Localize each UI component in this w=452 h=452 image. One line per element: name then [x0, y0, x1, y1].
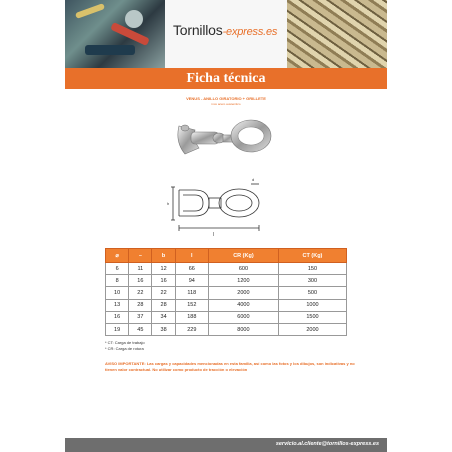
table-row — [106, 287, 347, 299]
warning-text: AVISO IMPORTANTE: Las cargas y capacidades mencionadas en esta familia, así como las fotos y los dibujos, son indicativas y no tienen valor contractual. No utilizar como producto de tracción o elevación — [105, 361, 355, 372]
table-cell: 16 — [106, 311, 129, 323]
table-cell: 6 — [106, 263, 129, 275]
table-cell: 38 — [152, 323, 175, 335]
col-header: ⌀ — [106, 249, 129, 263]
brand-logo — [165, 0, 287, 68]
table-cell: 16 — [152, 275, 175, 287]
note-ct: * CT: Carga de trabajo — [105, 340, 145, 345]
table-row — [106, 323, 347, 335]
product-photo — [169, 108, 283, 170]
table-cell: 2000 — [278, 323, 346, 335]
table-cell: 22 — [129, 287, 152, 299]
table-cell: 500 — [278, 287, 346, 299]
table-cell: 300 — [278, 275, 346, 287]
table-cell: 28 — [129, 299, 152, 311]
table-cell: 16 — [129, 275, 152, 287]
notes — [105, 340, 145, 352]
table-cell: 2000 — [208, 287, 278, 299]
note-cr: * CR: Carga de rotura — [105, 346, 144, 351]
table-cell: 8 — [106, 275, 129, 287]
table-cell: 152 — [175, 299, 208, 311]
brand-name: Tornillos — [173, 22, 223, 38]
table-cell: 22 — [152, 287, 175, 299]
sheet-title: Ficha técnica — [65, 68, 387, 89]
table-cell: 13 — [106, 299, 129, 311]
footer-bar — [65, 438, 387, 452]
table-cell: 28 — [152, 299, 175, 311]
technical-drawing — [165, 170, 287, 238]
table-row — [106, 275, 347, 287]
footer-email: servicio.al.cliente@tornillos-express.es — [275, 441, 379, 447]
product-subtitle: inox acero austenitico — [211, 102, 241, 106]
table-row — [106, 299, 347, 311]
spec-sheet — [65, 0, 387, 452]
screws-photo — [287, 0, 387, 68]
table-cell: 4000 — [208, 299, 278, 311]
table-cell: 10 — [106, 287, 129, 299]
table-cell: 118 — [175, 287, 208, 299]
table-cell: 34 — [152, 311, 175, 323]
table-cell: 6000 — [208, 311, 278, 323]
table-cell: 600 — [208, 263, 278, 275]
col-header: b — [152, 249, 175, 263]
table-cell: 1500 — [278, 311, 346, 323]
table-row — [106, 263, 347, 275]
header-banner — [65, 0, 387, 68]
product-title: VENUS - ANILLO GIRATORIO + GRILLETE — [186, 96, 266, 101]
table-cell: 1000 — [278, 299, 346, 311]
table-cell: 229 — [175, 323, 208, 335]
col-header: CT (Kg) — [278, 249, 346, 263]
table-cell: 19 — [106, 323, 129, 335]
table-cell: 94 — [175, 275, 208, 287]
table-cell: 37 — [129, 311, 152, 323]
col-header: l — [175, 249, 208, 263]
table-cell: 45 — [129, 323, 152, 335]
dimension-d: d — [252, 177, 255, 182]
table-cell: 11 — [129, 263, 152, 275]
workshop-photo — [65, 0, 165, 68]
col-header: – — [129, 249, 152, 263]
table-cell: 188 — [175, 311, 208, 323]
spec-table — [105, 248, 347, 336]
table-cell: 12 — [152, 263, 175, 275]
table-cell: 150 — [278, 263, 346, 275]
dimension-h: h — [167, 201, 170, 206]
table-header-row — [106, 249, 347, 263]
table-cell: 66 — [175, 263, 208, 275]
table-cell: 8000 — [208, 323, 278, 335]
table-cell: 1200 — [208, 275, 278, 287]
brand-accent: -express.es — [222, 26, 278, 38]
table-row — [106, 311, 347, 323]
col-header: CR (Kg) — [208, 249, 278, 263]
dimension-l: l — [213, 232, 215, 238]
